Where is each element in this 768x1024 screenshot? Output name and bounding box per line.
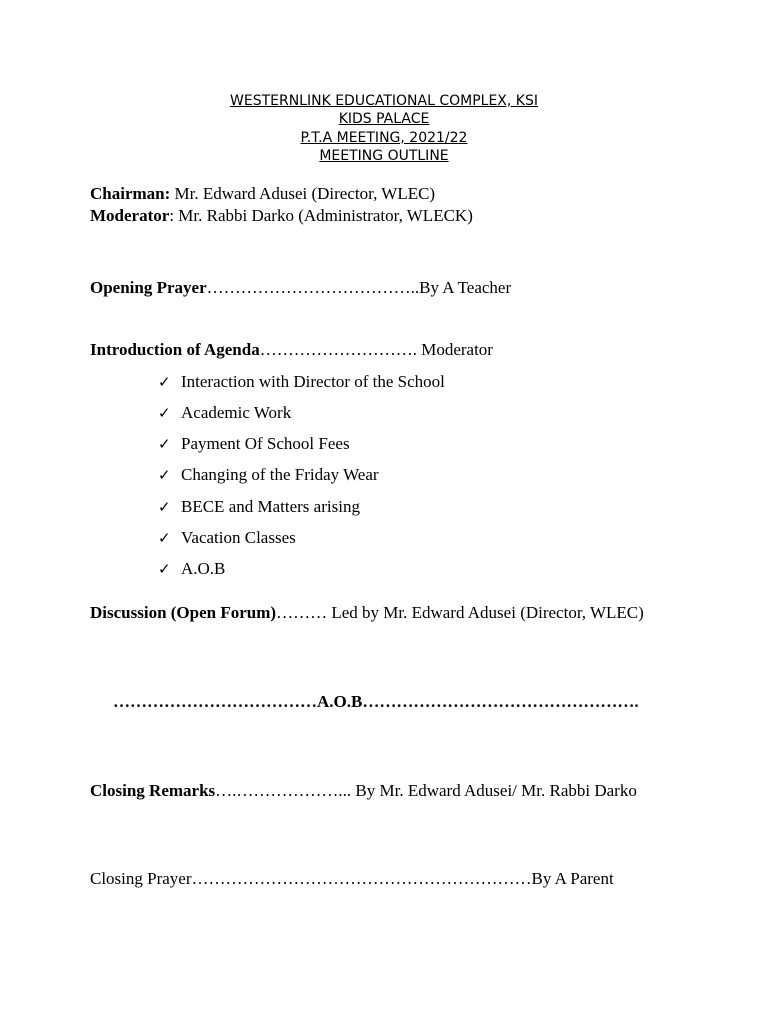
agenda-item xyxy=(158,434,350,454)
closing-prayer-line: Closing Prayer……………………………………………………By A Parent xyxy=(90,869,614,888)
discussion-rest: ……… Led by Mr. Edward Adusei (Director, WLEC) xyxy=(276,603,644,622)
checkmark-icon: ✓ xyxy=(158,373,171,391)
chairman-line xyxy=(90,184,435,204)
agenda-item-label: Changing of the Friday Wear xyxy=(181,465,379,484)
checkmark-icon: ✓ xyxy=(158,529,171,547)
school-name: WESTERNLINK EDUCATIONAL COMPLEX, KSI xyxy=(230,93,538,109)
agenda-rest: ………………………. Moderator xyxy=(259,340,493,359)
agenda-item xyxy=(158,372,445,392)
checkmark-icon: ✓ xyxy=(158,560,171,578)
moderator-label: Moderator xyxy=(90,206,170,225)
meeting-title: P.T.A MEETING, 2021/22 xyxy=(300,130,468,146)
discussion-line xyxy=(90,603,644,623)
opening-prayer-label: Opening Prayer xyxy=(90,278,207,297)
checkmark-icon: ✓ xyxy=(158,466,171,484)
moderator-value: : Mr. Rabbi Darko (Administrator, WLECK) xyxy=(169,206,473,225)
agenda-item-label: Academic Work xyxy=(181,403,292,422)
checkmark-icon: ✓ xyxy=(158,498,171,516)
closing-remarks-line xyxy=(90,781,637,801)
opening-prayer-rest: ………………………………..By A Teacher xyxy=(206,278,512,297)
agenda-item-label: Interaction with Director of the School xyxy=(181,372,445,391)
agenda-item xyxy=(158,528,296,548)
aob-line: ………………………………A.O.B…………………………………………. xyxy=(113,692,639,711)
agenda-item xyxy=(158,403,292,423)
agenda-item xyxy=(158,465,379,485)
chairman-value: Mr. Edward Adusei (Director, WLEC) xyxy=(170,184,436,203)
agenda-item xyxy=(158,497,360,517)
agenda-item-label: Vacation Classes xyxy=(181,528,296,547)
agenda-item-label: BECE and Matters arising xyxy=(181,497,360,516)
agenda-item-label: Payment Of School Fees xyxy=(181,434,350,453)
checkmark-icon: ✓ xyxy=(158,404,171,422)
discussion-label: Discussion (Open Forum) xyxy=(90,603,277,622)
closing-remarks-rest: ….………………... By Mr. Edward Adusei/ Mr. Rabbi Darko xyxy=(215,781,637,800)
agenda-line xyxy=(90,340,493,360)
closing-remarks-label: Closing Remarks xyxy=(90,781,216,800)
chairman-label: Chairman: xyxy=(90,184,171,203)
opening-prayer-line xyxy=(90,278,511,298)
agenda-item xyxy=(158,559,226,579)
moderator-line xyxy=(90,206,473,226)
checkmark-icon: ✓ xyxy=(158,435,171,453)
outline-title: MEETING OUTLINE xyxy=(319,148,449,164)
agenda-label: Introduction of Agenda xyxy=(90,340,260,359)
agenda-item-label: A.O.B xyxy=(181,559,226,578)
campus-name: KIDS PALACE xyxy=(338,111,430,127)
